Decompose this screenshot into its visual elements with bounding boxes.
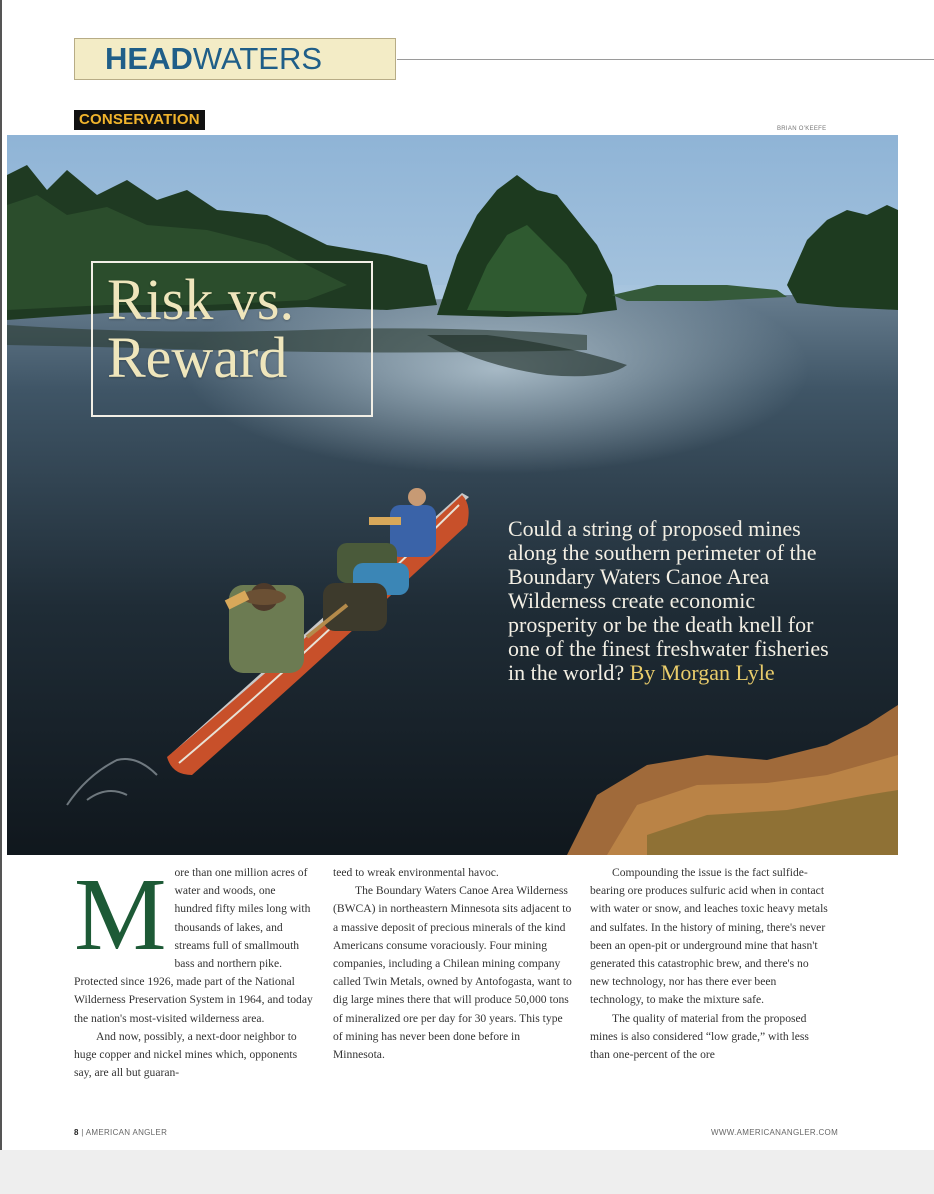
body-column-2 (333, 864, 573, 1064)
article-title (91, 261, 373, 417)
hero-photo (7, 135, 898, 855)
page-number: 8 (74, 1128, 79, 1137)
title-line-2: Reward (107, 325, 288, 390)
photo-credit: BRIAN O'KEEFE (777, 126, 827, 132)
page-bottom-margin (0, 1150, 934, 1194)
footer-url: WWW.AMERICANANGLER.COM (711, 1128, 839, 1137)
kicker-label: CONSERVATION (74, 110, 205, 130)
drop-cap: M (74, 857, 167, 972)
deck-text: Could a string of proposed mines along the southern perimeter of the Boundary Waters Canoe Area Wilderness create economic prosperity or be the death knell for one of the finest freshwater fisheries in the world? (508, 516, 829, 685)
col1-paragraph-2: And now, possibly, a next-door neighbor to huge copper and nickel mines which, opponents say, are all but guaran- (74, 1029, 298, 1080)
page-edge (0, 0, 2, 1194)
title-line-1: Risk vs. (107, 267, 294, 332)
canoe-lake-photo (7, 135, 898, 855)
header-rule (397, 59, 934, 60)
section-label-bold: HEAD (105, 41, 193, 76)
col2-paragraph-2: The Boundary Waters Canoe Area Wilderness (BWCA) in northeastern Minnesota sits adjacent to a massive deposit of precious minerals of the kind Americans consume voraciously. Four mining companies, including a Chilean mining company called Twin Metals, owned by Antofogasta, want to dig large mines there that will produce 50,000 tons of mineralized ore per day for 30 years. This type of mining has never been done before in Minnesota. (333, 884, 572, 1062)
body-column-3 (590, 864, 830, 1064)
col3-paragraph-1: Compounding the issue is the fact sulfide-bearing ore produces sulfuric acid when in contact with water or snow, and leaches toxic heavy metals and sulfates. In the history of mining, there's never been an open-pit or underground mine that hasn't generated this catastrophic brew, and there's no new technology, nor has there ever been technology, to make the mixture safe. (590, 866, 828, 1007)
col2-paragraph-1: teed to wreak environmental havoc. (333, 866, 499, 879)
article-deck (508, 517, 848, 685)
col1-paragraph-1: ore than one million acres of water and woods, one hundred fifty miles long with thousands of lakes, and streams full of smallmouth bass and northern pike. Protected since 1926, made part of the National Wilderness Preservation System in 1964, and today the nation's most-visited wilderness area. (74, 866, 313, 1025)
section-label-light: WATERS (192, 41, 323, 76)
magazine-name: AMERICAN ANGLER (85, 1128, 168, 1137)
col3-paragraph-2: The quality of material from the proposed mines is also considered “low grade,” with less than one-percent of the ore (590, 1011, 809, 1062)
byline: By Morgan Lyle (629, 660, 775, 685)
body-column-1 (74, 857, 314, 1082)
footer-folio: 8 | AMERICAN ANGLER (74, 1128, 168, 1137)
section-label (74, 38, 396, 80)
